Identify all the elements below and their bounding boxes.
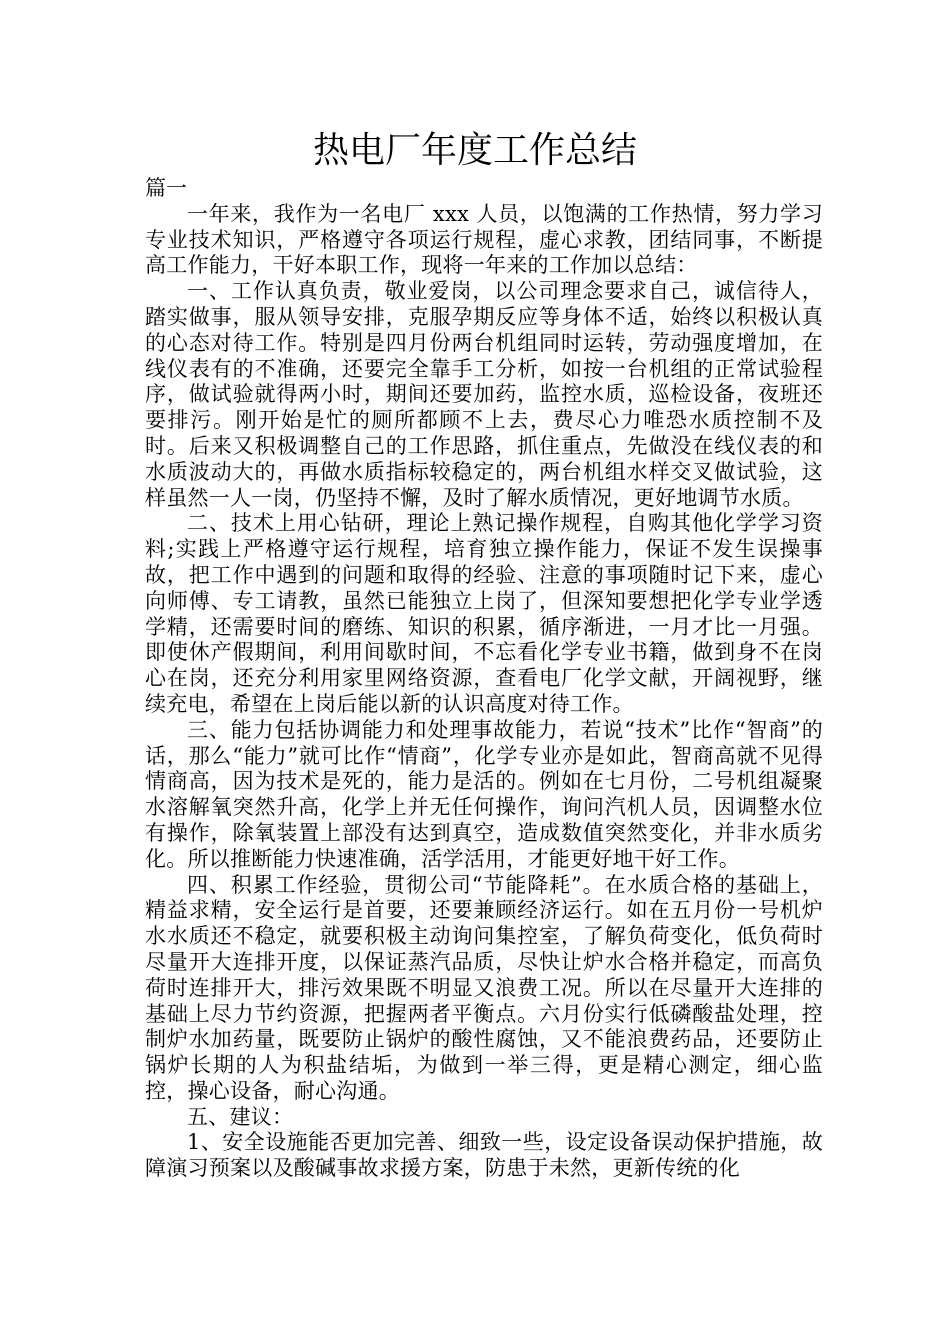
paragraph-point-1: 一、工作认真负责，敬业爱岗，以公司理念要求自己，诚信待人，踏实做事，服从领导安排，克服孕期反应等身体不适，始终以积极认真的心态对待工作。特别是四月份两台机组同时运转，劳动强度增加，在线仪表有的不准确，还要完全靠手工分析，如按一台机组的正常试验程序，做试验就得两小时，期间还要加药，监控水质，巡检设备，夜班还要排污。刚开始是忙的厕所都顾不上去，费尽心力唯恐水质控制不及时。后来又积极调整自己的工作思路，抓住重点，先做没在线仪表的和水质波动大的，再做水质指标较稳定的，两台机组水样交叉做试验，这样虽然一人一岗，仍坚持不懈，及时了解水质情况，更好地调节水质。 — [145, 279, 823, 510]
document-body — [145, 176, 823, 1182]
paragraph-point-5-heading: 五、建议： — [187, 1104, 294, 1129]
paragraph-suggestion-1: 1、安全设施能否更加完善、细致一些，设定设备误动保护措施，故障演习预案以及酸碱事故求援方案，防患于未然，更新传统的化 — [145, 1130, 823, 1181]
paragraph-point-4: 四、积累工作经验，贯彻公司“节能降耗”。在水质合格的基础上，精益求精，安全运行是首要，还要兼顾经济运行。如在五月份一号机炉水水质还不稳定，就要积极主动询问集控室，了解负荷变化，低负荷时尽量开大连排开度，以保证蒸汽品质，尽快让炉水合格并稳定，而高负荷时连排开大，排污效果既不明显又浪费工况。所以在尽量开大连排的基础上尽力节约资源，把握两者平衡点。六月份实行低磷酸盐处理，控制炉水加药量，既要防止锅炉的酸性腐蚀，又不能浪费药品，还要防止锅炉长期的人为积盐结垢，为做到一举三得，更是精心测定，细心监控，操心设备，耐心沟通。 — [145, 872, 823, 1103]
paragraph-intro: 一年来，我作为一名电厂 xxx 人员，以饱满的工作热情，努力学习专业技术知识，严格遵守各项运行规程，虚心求教，团结同事，不断提高工作能力，干好本职工作，现将一年来的工作加以总结： — [145, 201, 823, 278]
paragraph-point-3: 三、能力包括协调能力和处理事故能力，若说“技术”比作“智商”的话，那么“能力”就可比作“情商”，化学专业亦是如此，智商高就不见得情商高，因为技术是死的，能力是活的。例如在七月份，二号机组凝聚水溶解氧突然升高，化学上并无任何操作，询问汽机人员，因调整水位有操作，除氧装置上部没有达到真空，造成数值突然变化，并非水质劣化。所以推断能力快速准确，活学活用，才能更好地干好工作。 — [145, 717, 823, 871]
paragraph-point-2: 二、技术上用心钻研，理论上熟记操作规程，自购其他化学学习资料;实践上严格遵守运行规程，培育独立操作能力，保证不发生误操事故，把工作中遇到的问题和取得的经验、注意的事项随时记下来，虚心向师傅、专工请教，虽然已能独立上岗了，但深知要想把化学专业学透学精，还需要时间的磨练、知识的积累，循序渐进，一月才比一月强。即使休产假期间，利用间歇时间，不忘看化学专业书籍，做到身不在岗心在岗，还充分利用家里网络资源，查看电厂化学文献，开阔视野，继续充电，希望在上岗后能以新的认识高度对待工作。 — [145, 511, 823, 716]
section-label: 篇一 — [145, 176, 187, 200]
document-title: 热电厂年度工作总结 — [312, 130, 637, 171]
